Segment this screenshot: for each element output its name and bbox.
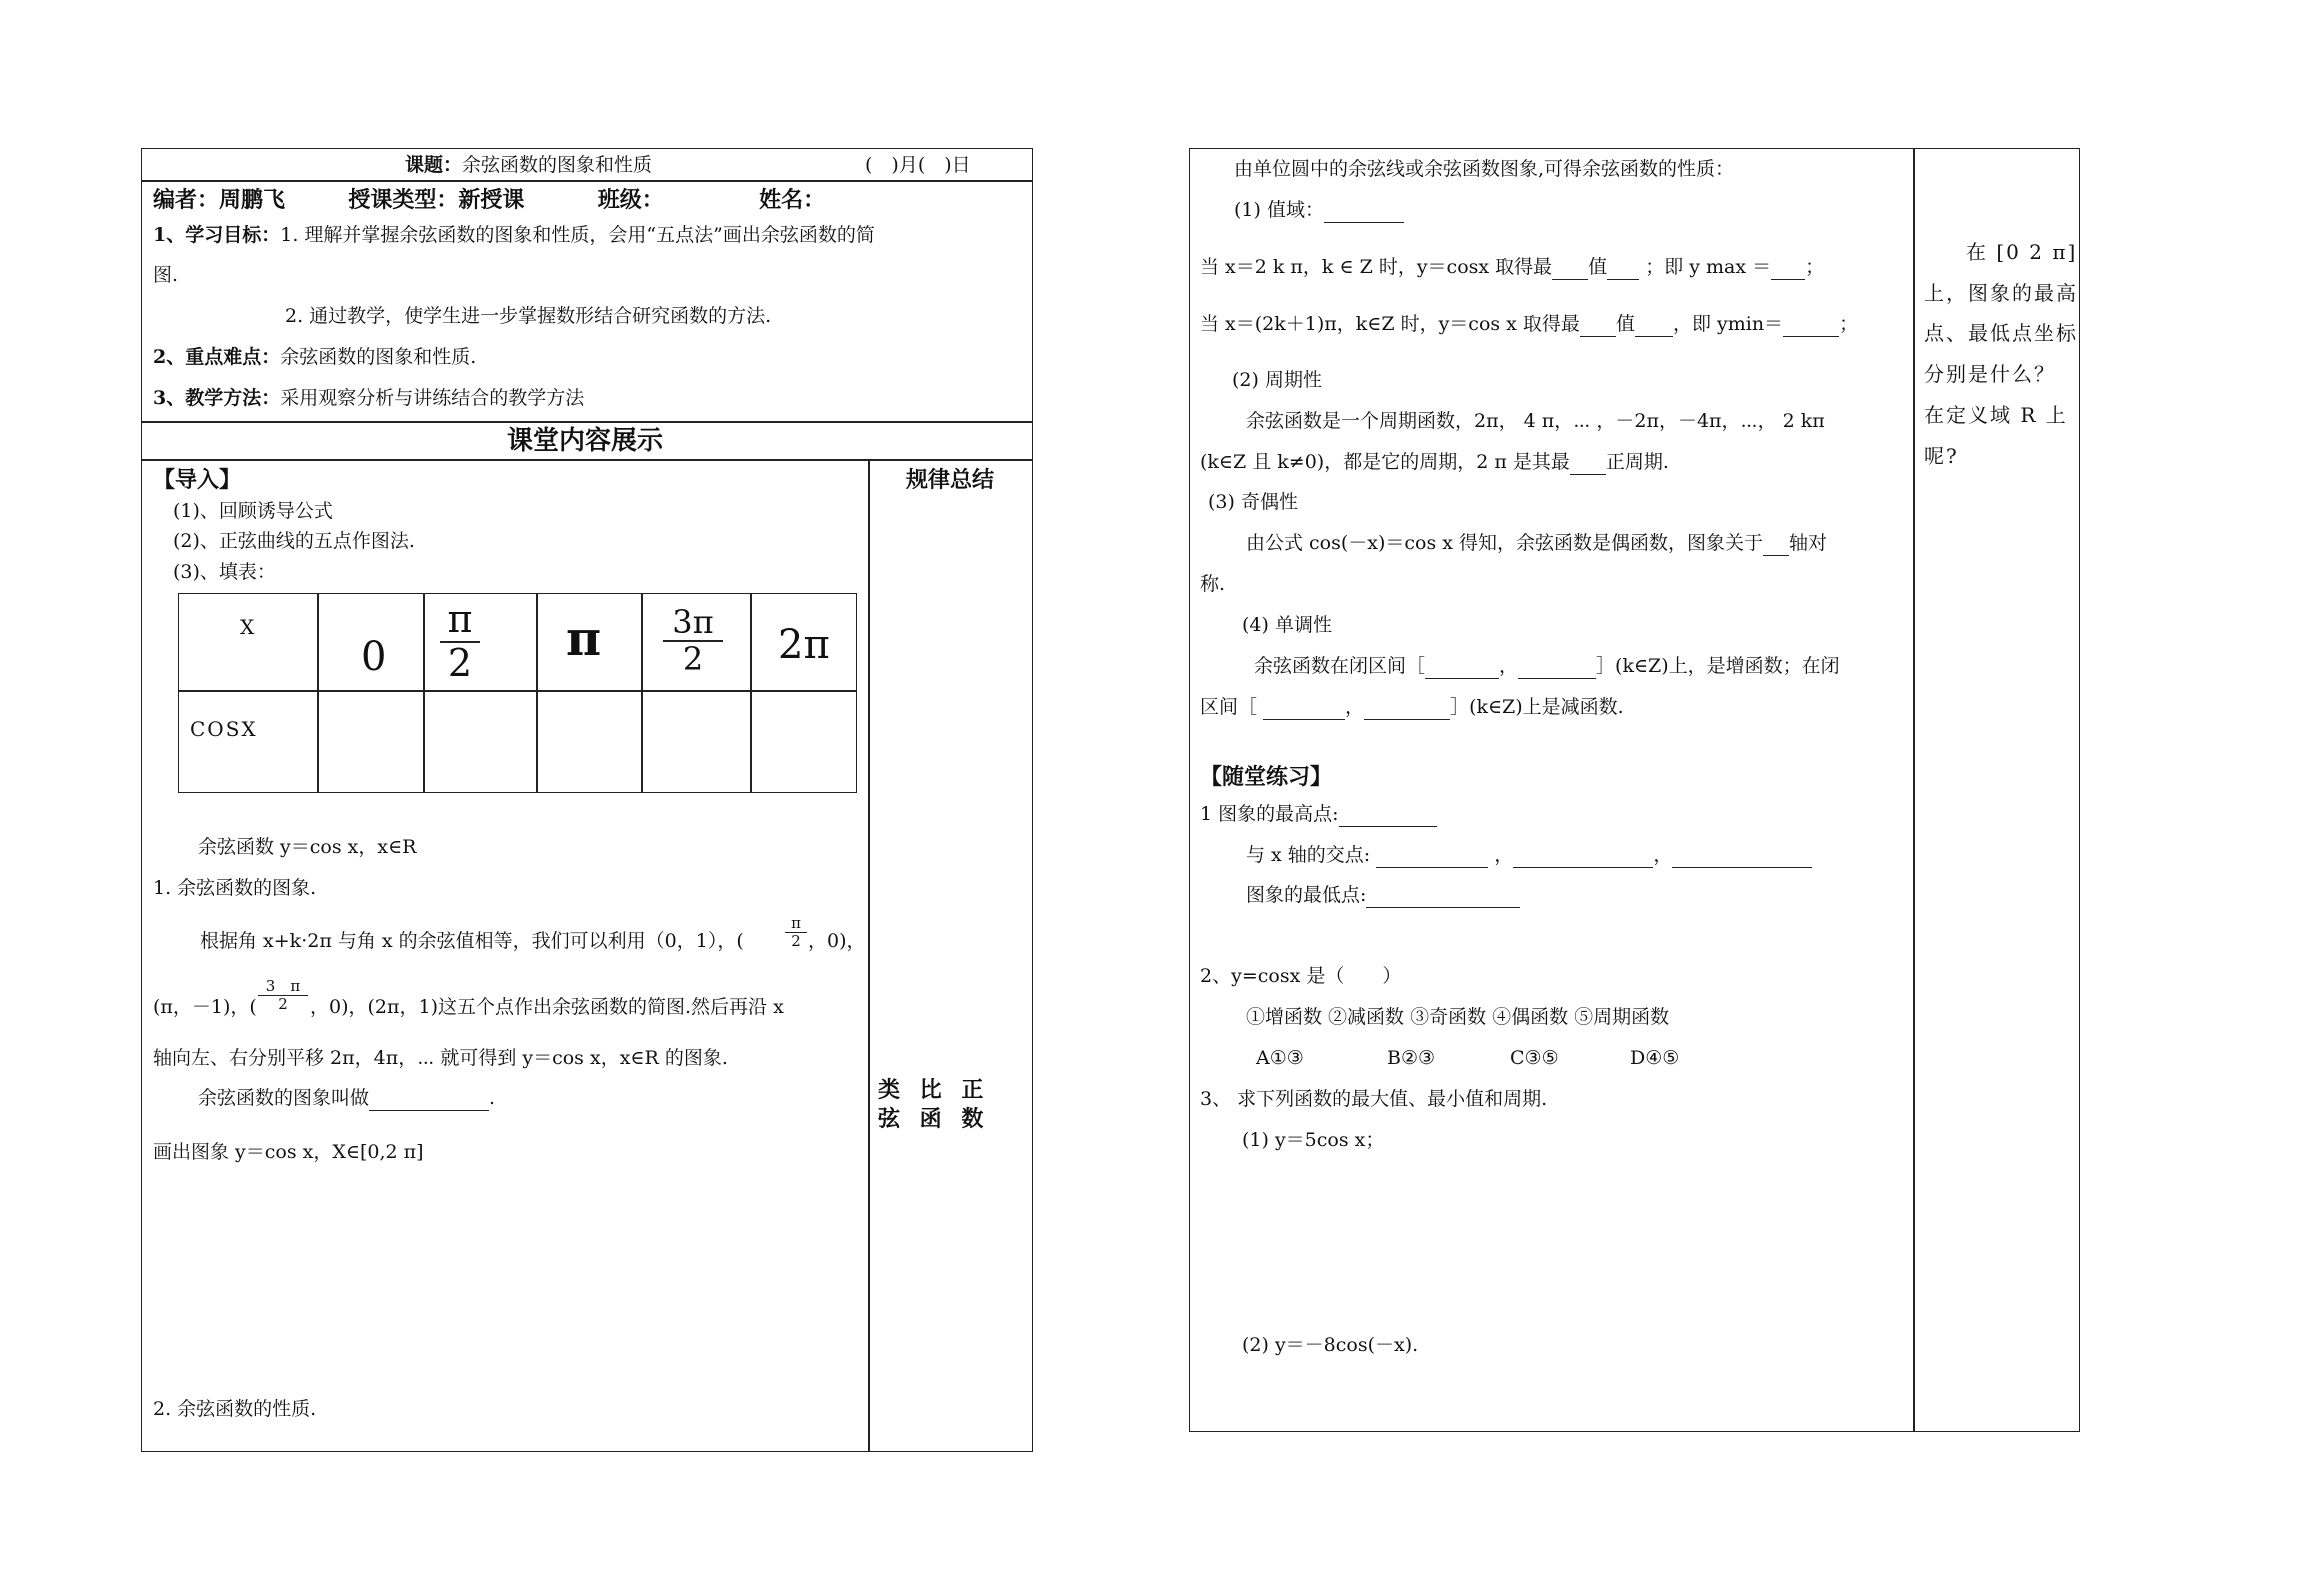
choice-c[interactable]: C③⑤ <box>1510 1047 1559 1069</box>
blank-field[interactable] <box>1339 803 1437 827</box>
method-text: 采用观察分析与讲练结合的教学方法 <box>280 387 585 409</box>
para-cosine-curve <box>198 1087 495 1111</box>
q1-intersections <box>1246 844 1812 868</box>
author-label: 编者： <box>153 187 220 213</box>
monotonic-heading: (4) 单调性 <box>1242 614 1332 636</box>
blank-field[interactable] <box>1672 844 1812 868</box>
blank-field[interactable] <box>1513 844 1653 868</box>
practice-label: 【随堂练习】 <box>1200 764 1333 790</box>
table-x-0: 0 <box>361 634 387 680</box>
blank-field[interactable] <box>1364 696 1450 720</box>
q1-text: 与 x 轴的交点: <box>1246 844 1371 866</box>
side-q4: 分别是什么？ <box>1924 362 2056 386</box>
table-row2-head: COSX <box>190 717 258 741</box>
para-five-points-end: ，0)， <box>808 930 866 952</box>
range-heading <box>1234 199 1404 223</box>
parity-text-b: 轴对 <box>1789 532 1828 554</box>
table-x-3pi-over-2 <box>663 605 723 677</box>
mono-text: 区间［ <box>1200 696 1264 718</box>
para-translate: 轴向左、右分别平移 2π，4π，⋯ 就可得到 y＝cos x，x∈R 的图象. <box>153 1047 728 1069</box>
intro-item-2: (2)、正弦曲线的五点作图法. <box>173 530 415 552</box>
mono-text-c: ］(k∈Z)上，是增函数；在闭 <box>1596 655 1840 677</box>
title-text: 余弦函数的图象和性质 <box>462 154 653 176</box>
blank-field[interactable] <box>1580 313 1616 337</box>
min-text: 当 x＝(2k＋1)π，k∈Z 时，y＝cos x 取得最 <box>1200 313 1580 335</box>
range-label: (1) 值域： <box>1234 199 1324 221</box>
blank-field[interactable] <box>1783 313 1839 337</box>
value-table <box>178 593 857 793</box>
max-text: 当 x＝2 k π，k ∈ Z 时，y＝cosx 取得最 <box>1200 256 1553 278</box>
para-end: . <box>489 1087 496 1109</box>
type-label: 授课类型： <box>348 187 459 213</box>
name-label: 姓名： <box>759 187 826 213</box>
para-text: 根据角 x+k·2π 与角 x 的余弦值相等，我们可以利用（0，1），( <box>200 930 744 952</box>
title-label: 课题： <box>405 154 463 176</box>
intro-item-3: (3)、填表： <box>173 561 276 583</box>
side-q2: 上，图象的最高 <box>1924 281 2078 305</box>
frac-num: π <box>447 597 473 641</box>
para-five-points <box>200 930 744 953</box>
table-x-pi-over-2 <box>440 599 480 685</box>
q3: 3、 求下列函数的最大值、最小值和周期. <box>1200 1088 1548 1110</box>
frac-num: 3π <box>672 603 714 641</box>
period-line2 <box>1200 451 1669 475</box>
table-x-pi: π <box>566 611 602 667</box>
q1-text: 1 图象的最高点: <box>1200 803 1339 825</box>
key-points <box>153 346 476 369</box>
meta-row <box>153 187 825 213</box>
side-q6: 呢? <box>1924 444 1959 468</box>
frac-den: 2 <box>682 640 704 679</box>
para-line2-start: (π，－1)，( <box>153 996 257 1018</box>
mono-text-c: ］(k∈Z)上是减函数. <box>1450 696 1624 718</box>
period-text: (k∈Z 且 k≠0)，都是它的周期，2 π 是其最 <box>1200 451 1570 473</box>
choice-a[interactable]: A①③ <box>1256 1047 1304 1069</box>
para-text: 余弦函数的图象叫做 <box>198 1087 370 1109</box>
period-text-b: 正周期. <box>1605 451 1669 473</box>
range-blank[interactable] <box>1324 199 1404 223</box>
goal2: 2. 通过教学，使学生进一步掌握数形结合研究函数的方法. <box>285 305 772 327</box>
goal1-cont: 图. <box>153 264 179 286</box>
q2-choices <box>1256 1047 1856 1073</box>
side-q1: 在 [0 2 π] <box>1966 240 2078 264</box>
blank-field[interactable] <box>1425 655 1499 679</box>
cosine-definition: 余弦函数 y＝cos x，x∈R <box>198 836 417 858</box>
frac-den: 2 <box>447 640 473 685</box>
goal1 <box>153 224 875 247</box>
min-text-c: ，即 ymin＝ <box>1672 313 1784 335</box>
frac-num: 3 π <box>265 977 301 995</box>
parity-line1 <box>1246 532 1827 556</box>
intro-label: 【导入】 <box>153 467 242 493</box>
min-text-b: 值 <box>1615 313 1635 335</box>
key-text: 余弦函数的图象和性质. <box>280 346 477 368</box>
left-page <box>141 148 1033 1452</box>
monotonic-line1 <box>1254 655 1840 679</box>
frac-3pi-2 <box>258 978 308 1012</box>
monotonic-line2 <box>1200 696 1624 720</box>
period-line1: 余弦函数是一个周期函数，2π， 4 π，⋯ ，－2π，－4π，⋯， 2 kπ <box>1246 410 1825 432</box>
q1-lowest <box>1246 884 1520 908</box>
goal1-text: 1. 理解并掌握余弦函数的图象和性质，会用“五点法”画出余弦函数的简 <box>280 224 875 246</box>
lesson-title <box>405 154 652 177</box>
frac-den: 2 <box>278 994 288 1013</box>
choice-b[interactable]: B②③ <box>1387 1047 1436 1069</box>
heading-properties: 2. 余弦函数的性质. <box>153 1398 317 1420</box>
mono-sep: ， <box>1345 696 1365 718</box>
max-line <box>1200 256 1824 280</box>
frac-den: 2 <box>791 931 801 950</box>
author-value: 周鹏飞 <box>219 187 286 213</box>
blank-field[interactable] <box>1366 884 1520 908</box>
q3-part2: (2) y＝－8cos(－x). <box>1242 1334 1419 1356</box>
class-label: 班级： <box>597 187 664 213</box>
para-line2-end: ，0)，(2π，1)这五个点作出余弦函数的简图.然后再沿 x <box>310 996 784 1018</box>
key-label: 2、重点难点： <box>153 346 281 368</box>
blank-field[interactable] <box>1552 256 1588 280</box>
method-label: 3、教学方法： <box>153 387 281 409</box>
blank-field[interactable] <box>1771 256 1805 280</box>
type-value: 新授课 <box>458 187 525 213</box>
min-line <box>1200 313 1858 337</box>
side-title: 规律总结 <box>906 467 995 493</box>
teaching-method <box>153 387 584 410</box>
side-q5: 在定义域 R 上 <box>1924 403 2068 427</box>
q1-sep: ， <box>1653 844 1673 866</box>
max-text-d: ； <box>1805 256 1825 278</box>
blank-field[interactable] <box>1763 532 1789 556</box>
period-heading: (2) 周期性 <box>1232 369 1322 391</box>
blank-field[interactable] <box>1570 451 1606 475</box>
blank-field[interactable] <box>1376 844 1488 868</box>
q2: 2、y=cosx 是（ ） <box>1200 965 1402 987</box>
q1-text: 图象的最低点: <box>1246 884 1367 906</box>
mono-text: 余弦函数在闭区间［ <box>1254 655 1426 677</box>
parity-line2: 称. <box>1200 573 1226 595</box>
goal1-label: 1、学习目标： <box>153 224 281 246</box>
intro-item-1: (1)、回顾诱导公式 <box>173 500 333 522</box>
para-draw-graph: 画出图象 y＝cos x，X∈[0,2 π] <box>153 1141 424 1163</box>
q2-options: ①增函数 ②减函数 ③奇函数 ④偶函数 ⑤周期函数 <box>1246 1006 1670 1028</box>
q1-highest <box>1200 803 1437 827</box>
choice-d[interactable]: D④⑤ <box>1630 1047 1680 1069</box>
min-text-d: ； <box>1839 313 1859 335</box>
frac-num: π <box>791 914 801 932</box>
side-note: 类 比 正 弦 函 数 <box>878 1077 990 1132</box>
parity-text: 由公式 cos(－x)＝cos x 得知，余弦函数是偶函数，图象关于 <box>1246 532 1764 554</box>
side-q3: 点、最低点坐标 <box>1924 321 2078 345</box>
section-title: 课堂内容展示 <box>507 426 664 456</box>
date-field: ( )月( )日 <box>865 154 971 176</box>
blank-field[interactable] <box>369 1087 489 1111</box>
max-text-c: ；即 y max ＝ <box>1645 256 1772 278</box>
q3-part1: (1) y＝5cos x； <box>1242 1129 1385 1151</box>
frac-pi-2 <box>785 915 807 949</box>
blank-field[interactable] <box>1607 256 1639 280</box>
parity-heading: (3) 奇偶性 <box>1208 491 1298 513</box>
q1-sep: ， <box>1494 844 1514 866</box>
table-row1-head: X <box>240 615 255 639</box>
heading-graph: 1. 余弦函数的图象. <box>153 877 317 899</box>
blank-field[interactable] <box>1635 313 1673 337</box>
props-intro: 由单位圆中的余弦线或余弦函数图象,可得余弦函数的性质： <box>1234 158 1735 180</box>
blank-field[interactable] <box>1518 655 1596 679</box>
table-x-2pi: 2π <box>778 622 830 668</box>
blank-field[interactable] <box>1263 696 1345 720</box>
mono-sep: ， <box>1499 655 1519 677</box>
max-text-b: 值 <box>1588 256 1608 278</box>
